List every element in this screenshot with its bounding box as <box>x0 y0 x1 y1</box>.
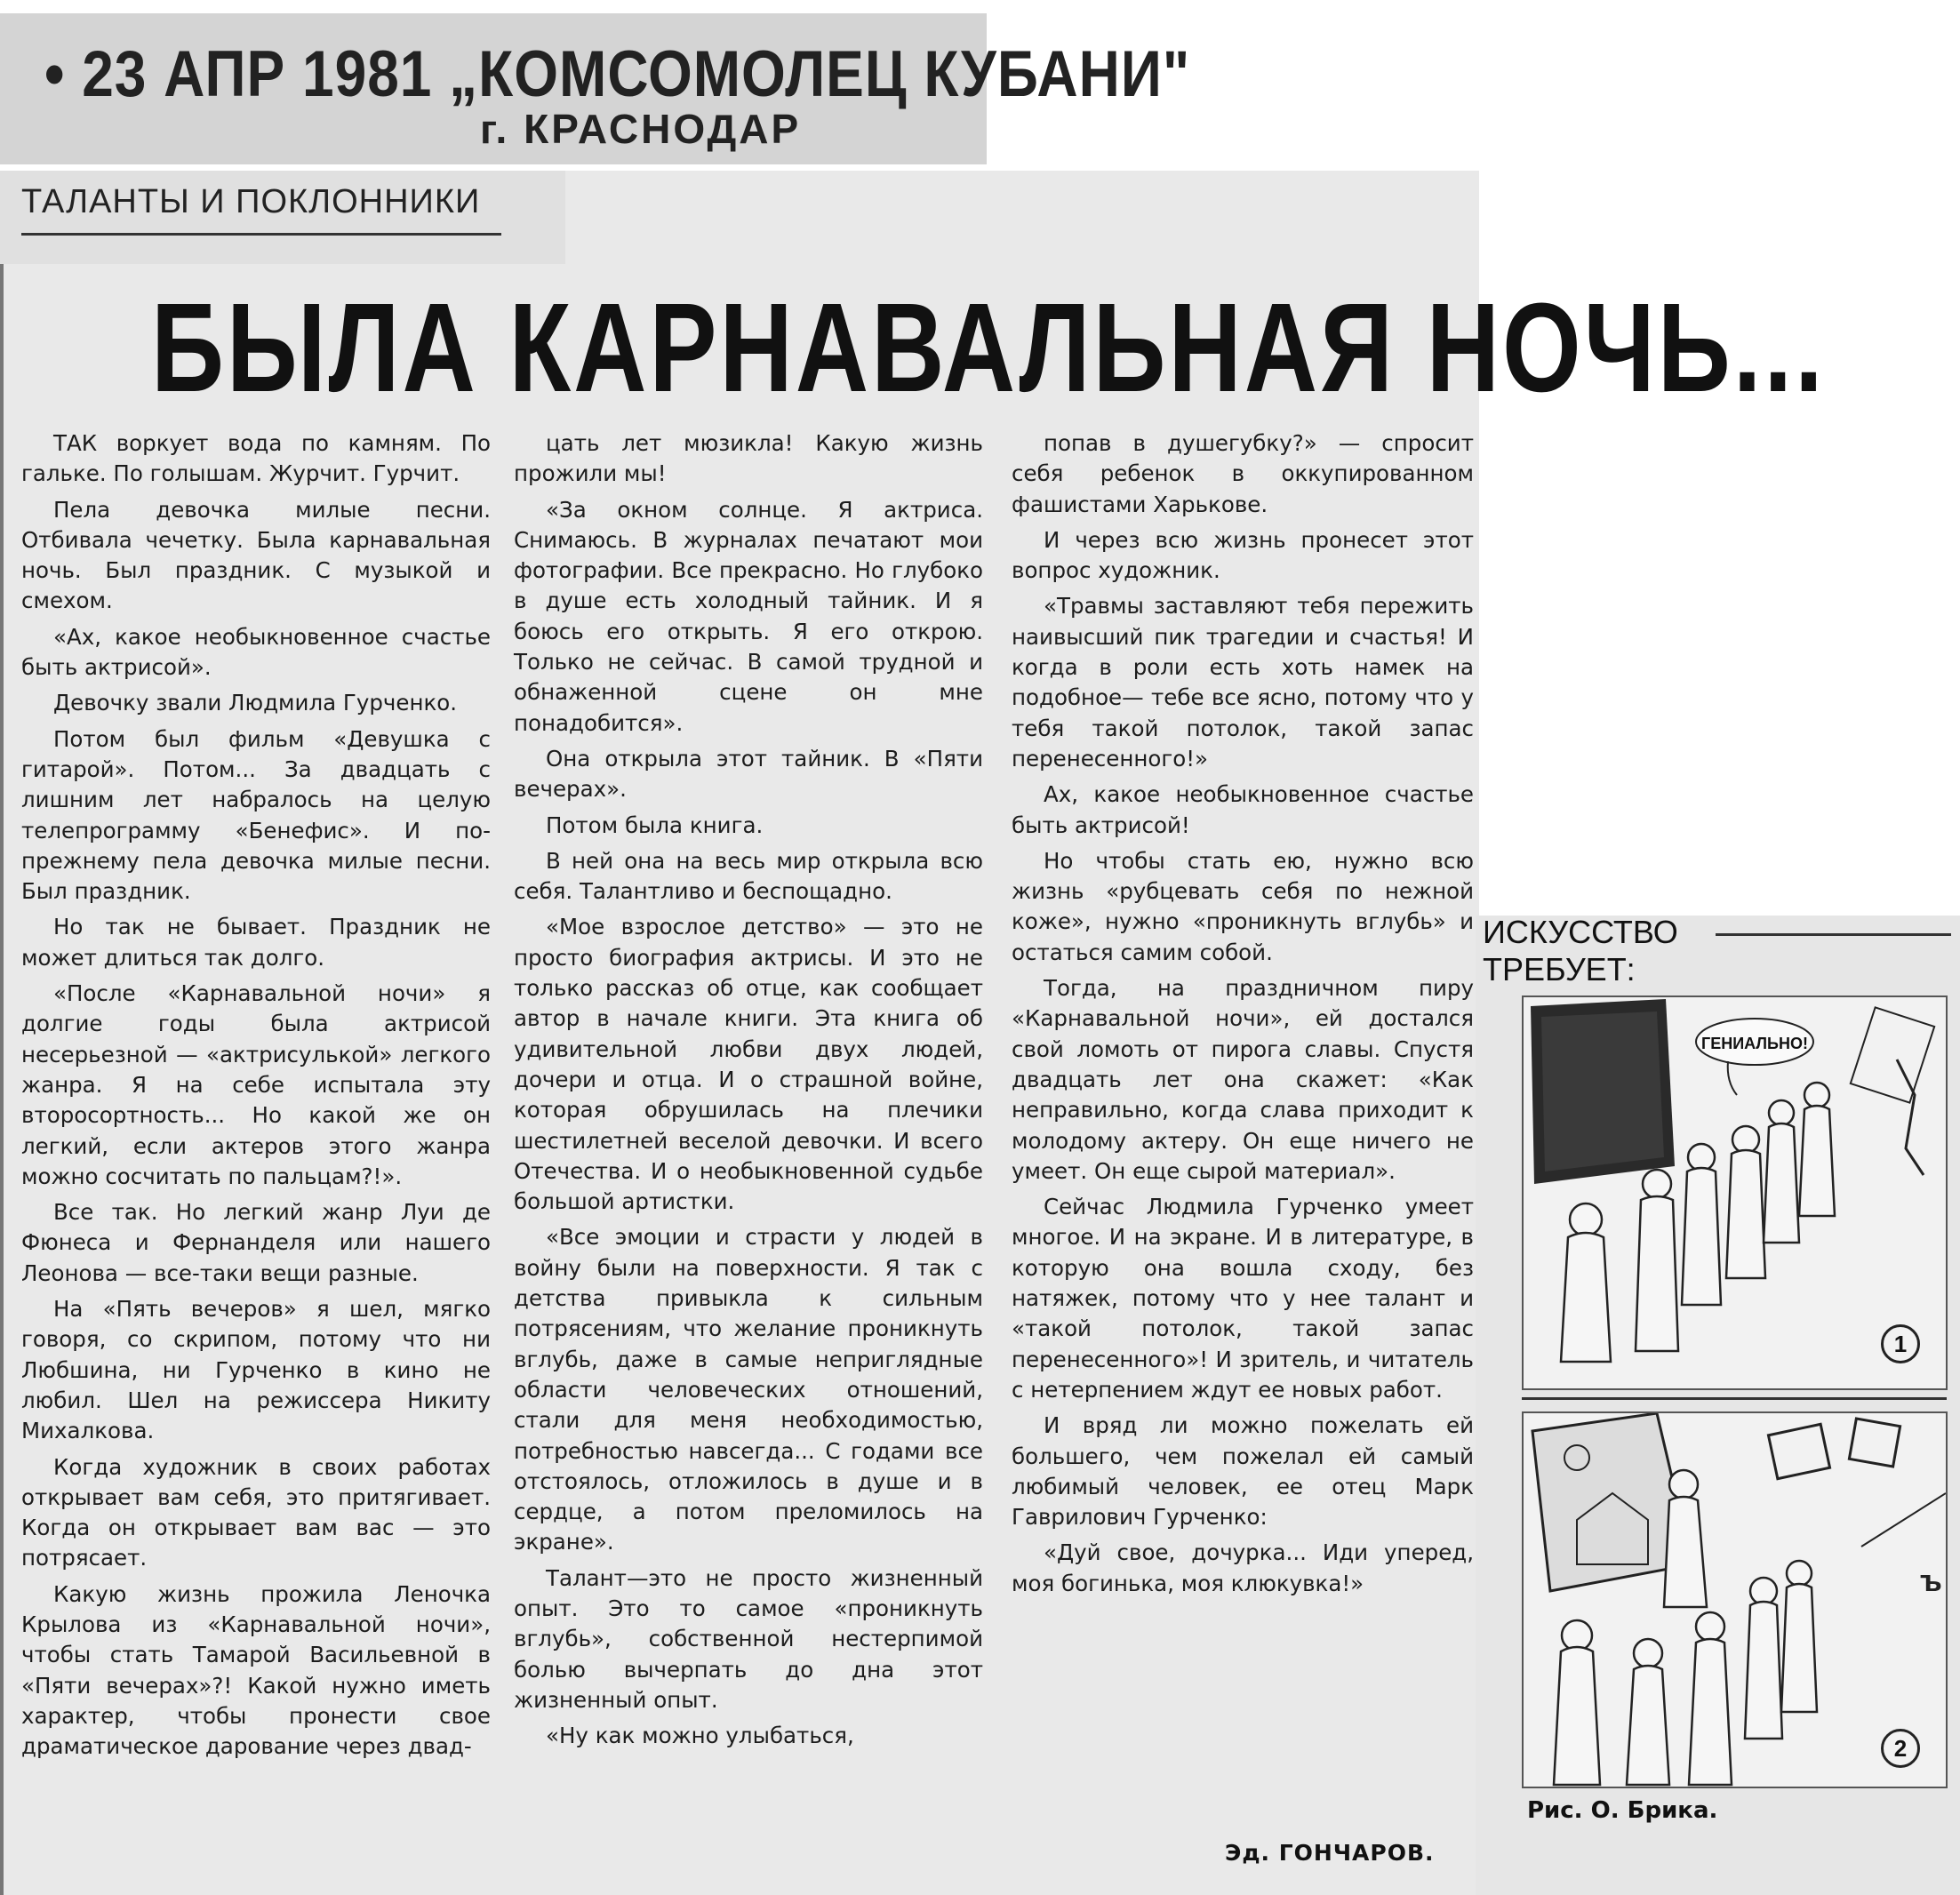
article-paragraph: Но так не бывает. Праздник не может длиться так долго. <box>21 914 491 971</box>
rubric-underline <box>21 233 501 236</box>
cartoon-panel-1 <box>1522 995 1948 1390</box>
stamp-city: г. КРАСНОДАР <box>480 106 802 152</box>
article-paragraph: И через всю жизнь пронесет этот вопрос художник. <box>1012 526 1474 584</box>
article-paragraph: «После «Карнавальной ночи» я долгие годы была актрисой несерьезной — «актрисулькой» легкого жанра. Я на себе испытала эту второсортность... Но какой же он легкий, если актеров этого жанра можно сосчитать по пальцам?!». <box>21 980 491 1189</box>
article-paragraph: Но чтобы стать ею, нужно всю жизнь «рубцевать себя по нежной коже», нужно «проникнуть вглубь» и остаться самим собой. <box>1012 847 1474 965</box>
article-headline: БЫЛА КАРНАВАЛЬНАЯ НОЧЬ... <box>151 277 1826 420</box>
article-paragraph: ТАК воркует вода по камням. По гальке. По голышам. Журчит. Гурчит. <box>21 430 491 487</box>
article-paragraph: Когда художник в своих работах открывает вам себя, это притягивает. Когда он открывает вам вас — это потрясает. <box>21 1453 491 1571</box>
article-paragraph: Девочку звали Людмила Гурченко. <box>53 690 458 716</box>
article-paragraph: Потом была книга. <box>546 812 764 838</box>
cartoon-title-line2: ТРЕБУЕТ: <box>1483 951 1636 987</box>
article-paragraph: «Ах, какое необыкновенное счастье быть актрисой». <box>21 623 491 681</box>
speech-bubble-tail <box>1728 1061 1737 1095</box>
rubric-title: ТАЛАНТЫ И ПОКЛОННИКИ <box>21 183 481 220</box>
article-paragraph: На «Пять вечеров» я шел, мягко говоря, со скрипом, потому что ни Любшина, ни Гурченко в кино не любил. Шел на режиссера Никиту Михалкова. <box>21 1296 491 1444</box>
panel-number-1: 1 <box>1881 1324 1920 1363</box>
cartoon-panel-2 <box>1522 1411 1948 1788</box>
article-paragraph: «Мое взрослое детство» — это не просто биография актрисы. И это не только рассказ об отце, как сообщает автор в начале книги. Эта книга об удивительной любви двух людей, дочери и отца. И о страшной войне, которая обрушилась на плечики шестилетней веселой девочки. И всего Отечества. И о необыкновенной судьбе большой артистки. <box>514 914 983 1215</box>
article-paragraph: Она открыла этот тайник. В «Пяти вечерах». <box>514 745 983 803</box>
speech-bubble-text: ГЕНИАЛЬНО! <box>1701 1035 1808 1052</box>
author-signature: Эд. ГОНЧАРОВ. <box>1225 1840 1435 1866</box>
article-paragraph: «Дуй свое, дочурка... Иди уперед, моя богинька, моя клюкувка!» <box>1012 1539 1474 1596</box>
article-paragraph: И вряд ли можно пожелать ей большего, чем пожелал ей самый любимый человек, ее отец Марк Гаврилович Гурченко: <box>1012 1412 1474 1531</box>
article-paragraph: «Все эмоции и страсти у людей в войну были на поверхности. Я так с детства привыкла к сильным потрясениям, что желание проникнуть вглубь, даже в самые неприглядные области человеческих отношений, стали для меня необходимостью, потребностью навсегда... С годами все отстоялось, отложилось в душе и в сердце, а потом преломилось на экране». <box>514 1224 983 1555</box>
article-paragraph: «За окном солнце. Я актриса. Снимаюсь. В журналах печатают мои фотографии. Все прекрасно. Но глубоко в душе есть холодный тайник. И я боюсь его открыть. Я его открою. Только не сейчас. В самой трудной и обнаженной сцене он мне понадобится». <box>514 496 983 736</box>
article-paragraph: «Ну как можно улыбаться, <box>546 1723 854 1749</box>
article-paragraph: Талант—это не просто жизненный опыт. Это то самое «проникнуть вглубь», собственной нестерпимой болью вычерпать до дна этот жизненный опыт. <box>514 1564 983 1713</box>
cartoon-title-line1: ИСКУССТВО <box>1483 914 1678 950</box>
article-column-2 <box>514 428 983 1751</box>
cartoon-panel-1-drawing <box>1524 997 1946 1388</box>
article-paragraph: Все так. Но легкий жанр Луи де Фюнеса и Фернанделя или нашего Леонова — все-таки вещи разные. <box>21 1199 491 1286</box>
article-column-1 <box>21 428 491 1762</box>
article-column-3 <box>1012 428 1474 1599</box>
article-paragraph: Ах, какое необыкновенное счастье быть актрисой! <box>1012 781 1474 838</box>
article-paragraph: Какую жизнь прожила Леночка Крылова из «Карнавальной ночи», чтобы стать Тамарой Васильевной в «Пяти вечерах»?! Какой нужно иметь характер, чтобы пронести свое драматическое дарование через двад- <box>21 1580 491 1760</box>
cartoon-title <box>1483 914 1678 988</box>
cartoon-caption: Рис. О. Брика. <box>1527 1797 1718 1824</box>
wall-line <box>1861 1493 1946 1547</box>
cartoon-panel-2-drawing <box>1524 1413 1946 1787</box>
cartoon-title-rule <box>1716 933 1951 936</box>
article-paragraph: попав в душегубку?» — спросит себя ребенок в оккупированном фашистами Харькове. <box>1012 430 1474 517</box>
tilted-frame <box>1851 1007 1934 1102</box>
margin-mark: ъ <box>1920 1564 1942 1598</box>
small-frame-2 <box>1849 1419 1900 1467</box>
article-paragraph: Сейчас Людмила Гурченко умеет многое. И на экране. И в литературе, в которую она вошла сходу, без натяжек, потому что у нее талант и «такой потолок, такой запас перенесенного»! И зритель, и читатель с нетерпением ждут ее новых работ. <box>1012 1194 1474 1403</box>
painting-inner <box>1541 1011 1664 1171</box>
critic-figure <box>1897 1059 1924 1175</box>
panel-divider <box>1522 1397 1947 1400</box>
article-paragraph: Тогда, на праздничном пиру «Карнавальной ночи», ей достался свой ломоть от пирога славы. Спустя двадцать лет она скажет: «Как неправильно, когда слава приходит к молодому актеру. Он еще ничего не умеет. Он еще сырой материал». <box>1012 975 1474 1184</box>
article-paragraph: В ней она на весь мир открыла всю себя. Талантливо и беспощадно. <box>514 847 983 905</box>
small-frame-1 <box>1768 1424 1829 1478</box>
stamp-date-newspaper: • 23 АПР 1981 „КОМСОМОЛЕЦ КУБАНИ" <box>44 36 1191 110</box>
article-paragraph: цать лет мюзикла! Какую жизнь прожили мы! <box>514 430 983 487</box>
article-paragraph: Пела девочка милые песни. Отбивала чечетку. Была карнавальная ночь. Был праздник. С музыкой и смехом. <box>21 496 491 614</box>
article-paragraph: Потом был фильм «Девушка с гитарой». Потом... За двадцать с лишним лет набралось на целую телепрограмму «Бенефис». И по-прежнему пела девочка милые песни. Был праздник. <box>21 725 491 905</box>
panel-number-2: 2 <box>1881 1729 1920 1768</box>
article-paragraph: «Травмы заставляют тебя пережить наивысший пик трагедии и счастья! И когда в роли есть хоть намек на подобное— тебе все ясно, потому что у тебя такой потолок, такой запас перенесенного!» <box>1012 593 1474 772</box>
